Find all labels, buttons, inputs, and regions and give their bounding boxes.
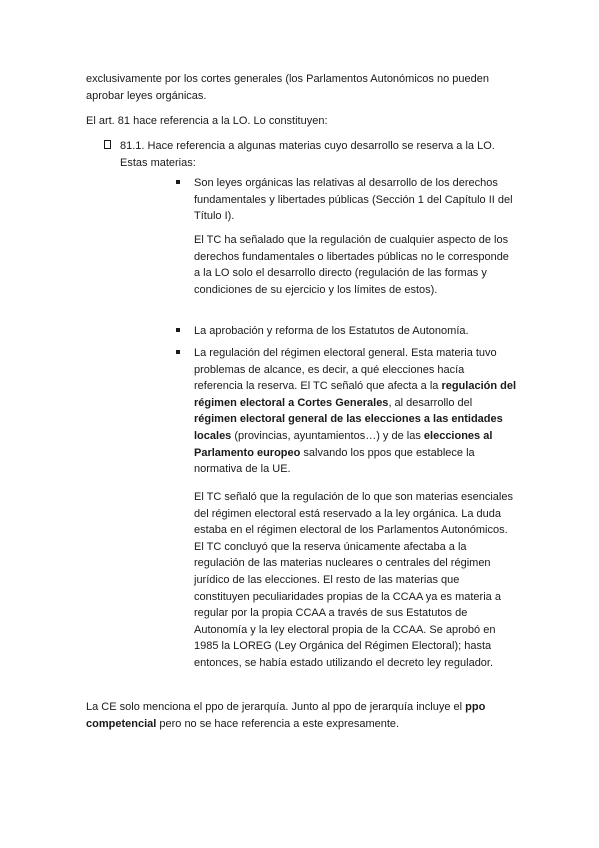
bold-text-run: regulación del régimen electoral a Cortes Generales	[194, 380, 517, 409]
bullet-item-text: La aprobación y reforma de los Estatutos de Autonomía.	[194, 325, 469, 337]
text-run: salvando los ppos que establece la normativa de la UE.	[194, 446, 475, 476]
article-81-paragraph: El art. 81 hace referencia a la LO. Lo constituyen:	[86, 115, 328, 127]
intro-paragraph: exclusivamente por los cortes generales (los Parlamentos Autonómicos no pueden aprobar leyes orgánicas.	[86, 73, 489, 102]
bold-text-run: régimen electoral general de las elecciones a las entidades locales	[194, 413, 503, 442]
ce-paragraph	[86, 699, 526, 732]
text-run: , al desarrollo del	[388, 396, 473, 409]
bullet-icon	[176, 180, 180, 184]
bullet-item-text: Son leyes orgánicas las relativas al desarrollo de los derechos fundamentales y libertades públicas (Sección 1 del Capítulo II del Título I).	[194, 177, 513, 223]
text-run: La CE solo menciona el ppo de jerarquía. Junto al ppo de jerarquía incluye el	[86, 701, 466, 713]
list-item-text: 81.1. Hace referencia a algunas materias cuyo desarrollo se reserva a la LO. Estas materias:	[120, 140, 495, 169]
bold-text-run: elecciones al Parlamento europeo	[194, 429, 493, 459]
bullet-item-text	[194, 345, 516, 478]
sub-paragraph-regimen-electoral: El TC señaló que la regulación de lo que son materias esenciales del régimen electoral está reservado a la ley orgánica. La duda estaba en el régimen electoral de los Parlamentos Autonómicos. El TC concluyó que la reserva únicamente afectaba a la regulación de las materias nucleares o centrales del régimen jurídico de las elecciones. El resto de las materias que constituyen peculiaridades propias de la CCAA ya es materia a regular por la propia CCAA a través de sus Estatutos de Autonomía y la ley electoral propia de la CCAA. Se aprobó en 1985 la LOREG (Ley Orgánica del Régimen Electoral); hasta entonces, se había estado utilizando el decreto ley regulador.	[194, 491, 513, 669]
bold-text-run: ppo competencial	[86, 701, 486, 730]
square-bullet-icon	[104, 140, 111, 149]
text-run: La regulación del régimen electoral general. Esta materia tuvo problemas de alcance, es decir, a qué elecciones hacía referencia la reserva. El TC señaló que afecta a la	[194, 347, 497, 393]
bullet-icon	[176, 350, 180, 354]
text-run: pero no se hace referencia a este expresamente.	[156, 717, 400, 730]
text-run: (provincias, ayuntamientos…) y de las	[231, 429, 424, 442]
sub-paragraph-derechos: El TC ha señalado que la regulación de cualquier aspecto de los derechos fundamentales o libertades públicas no le corresponde a la LO solo el desarrollo directo (regulación de las formas y condiciones de su ejercicio y los límites de estos).	[194, 234, 509, 296]
bullet-icon	[176, 328, 180, 332]
